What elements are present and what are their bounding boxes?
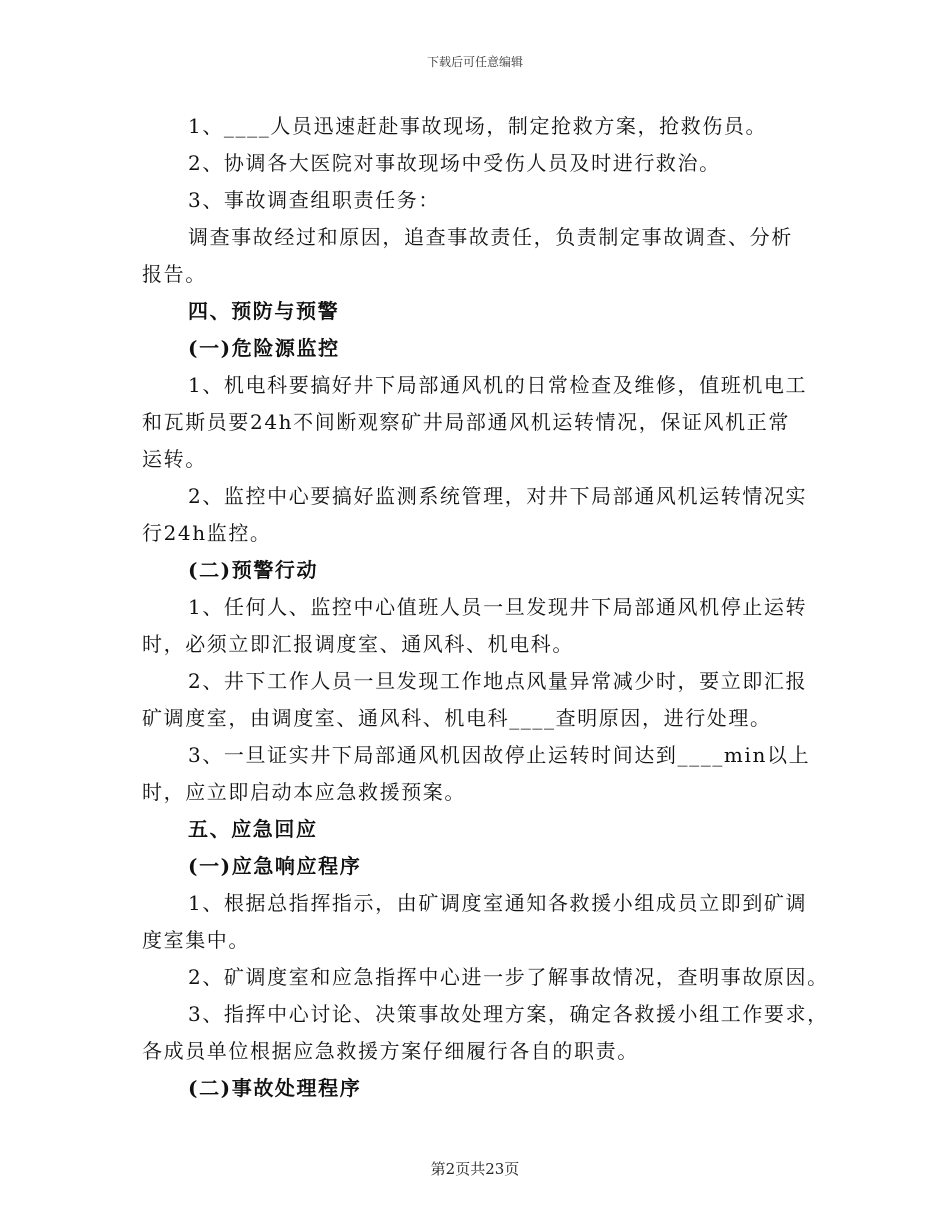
section-heading: (一)应急响应程序: [188, 854, 362, 878]
section-heading: (一)危险源监控: [188, 336, 340, 360]
paragraph-line: 3、指挥中心讨论、决策事故处理方案，确定各救援小组工作要求，: [188, 1002, 829, 1026]
paragraph-line: 2、井下工作人员一旦发现工作地点风量异常减少时，要立即汇报: [188, 669, 808, 693]
paragraph-line: 度室集中。: [142, 928, 250, 952]
paragraph-line: 时，必须立即汇报调度室、通风科、机电科。: [142, 632, 574, 656]
paragraph-line: 行24h监控。: [142, 521, 272, 545]
paragraph-line: 2、监控中心要搞好监测系统管理，对井下局部通风机运转情况实: [188, 484, 808, 508]
page-header-note: 下载后可任意编辑: [426, 55, 523, 69]
paragraph-line: 调查事故经过和原因，追查事故责任，负责制定事故调查、分析: [188, 225, 793, 249]
section-heading: 五、应急回应: [188, 817, 318, 841]
paragraph-line: 1、根据总指挥指示，由矿调度室通知各救援小组成员立即到矿调: [188, 891, 808, 915]
paragraph-line: 2、协调各大医院对事故现场中受伤人员及时进行救治。: [188, 151, 721, 175]
paragraph-line: 3、事故调查组职责任务：: [188, 188, 440, 212]
paragraph-line: 1、任何人、监控中心值班人员一旦发现井下局部通风机停止运转: [188, 595, 808, 619]
section-heading: 四、预防与预警: [188, 299, 340, 323]
paragraph-line: 各成员单位根据应急救援方案仔细履行各自的职责。: [142, 1039, 639, 1063]
paragraph-line: 运转。: [142, 447, 207, 471]
document-body: [142, 108, 829, 1107]
section-heading: (二)事故处理程序: [188, 1076, 362, 1100]
paragraph-line: 和瓦斯员要24h不间断观察矿井局部通风机运转情况，保证风机正常: [142, 410, 790, 434]
paragraph-line: 报告。: [142, 262, 207, 286]
paragraph-line: 3、一旦证实井下局部通风机因故停止运转时间达到____min以上: [188, 743, 811, 767]
paragraph-line: 时，应立即启动本应急救援预案。: [142, 780, 466, 804]
paragraph-line: 1、机电科要搞好井下局部通风机的日常检查及维修，值班机电工: [188, 373, 808, 397]
section-heading: (二)预警行动: [188, 558, 319, 582]
paragraph-line: 矿调度室，由调度室、通风科、机电科____查明原因，进行处理。: [142, 706, 772, 730]
paragraph-line: 1、____人员迅速赶赴事故现场，制定抢救方案，抢救伤员。: [188, 114, 768, 138]
paragraph-line: 2、矿调度室和应急指挥中心进一步了解事故情况，查明事故原因。: [188, 965, 829, 989]
page-number-footer: 第2页共23页: [430, 1160, 520, 1178]
